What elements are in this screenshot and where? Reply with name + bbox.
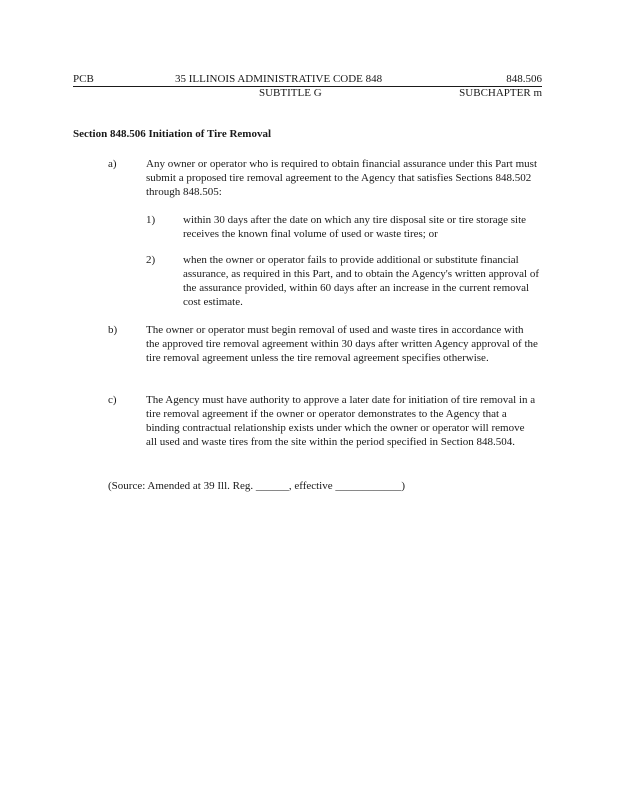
header-code-title: 35 ILLINOIS ADMINISTRATIVE CODE 848 [175, 73, 383, 85]
header-subchapter: SUBCHAPTER m [459, 87, 542, 99]
subsection-label: c) [108, 394, 117, 406]
subsection-label: b) [108, 324, 118, 336]
header-subtitle: SUBTITLE G [259, 87, 322, 99]
section-title: Section 848.506 Initiation of Tire Removal [73, 128, 271, 140]
subsection-text: when the owner or operator fails to provide additional or substitute financial assurance, as required in this Part, and to obtain the Agency's written approval of the assurance provided, within 60 days after an increase in the current removal cost estimate. [183, 254, 540, 308]
subsection-text: The Agency must have authority to approve a later date for initiation of tire removal in a tire removal agreement if the owner or operator demonstrates to the Agency that a binding contractual relationship exists under which the owner or operator will remove all used and waste tires from the site within the period specified in Section 848.504. [146, 394, 536, 448]
running-subheader [73, 86, 542, 100]
subsection-text: within 30 days after the date on which any tire disposal site or tire storage site receives the known final volume of used or waste tires; or [183, 214, 527, 240]
subsection-label: a) [108, 158, 117, 170]
subsection-text: The owner or operator must begin removal of used and waste tires in accordance with the approved tire removal agreement within 30 days after written Agency approval of the tire removal agreement unless the tire removal agreement specifies otherwise. [146, 324, 538, 364]
header-section-number: 848.506 [506, 73, 542, 85]
subsection-text: Any owner or operator who is required to obtain financial assurance under this Part must submit a proposed tire removal agreement to the Agency that satisfies Sections 848.502 through 848.505: [146, 158, 538, 198]
source-note: (Source: Amended at 39 Ill. Reg. ______, effective ____________) [108, 480, 406, 492]
subsection-label: 1) [146, 214, 156, 226]
running-header [73, 72, 542, 87]
header-agency: PCB [73, 73, 94, 85]
subsection-label: 2) [146, 254, 156, 266]
